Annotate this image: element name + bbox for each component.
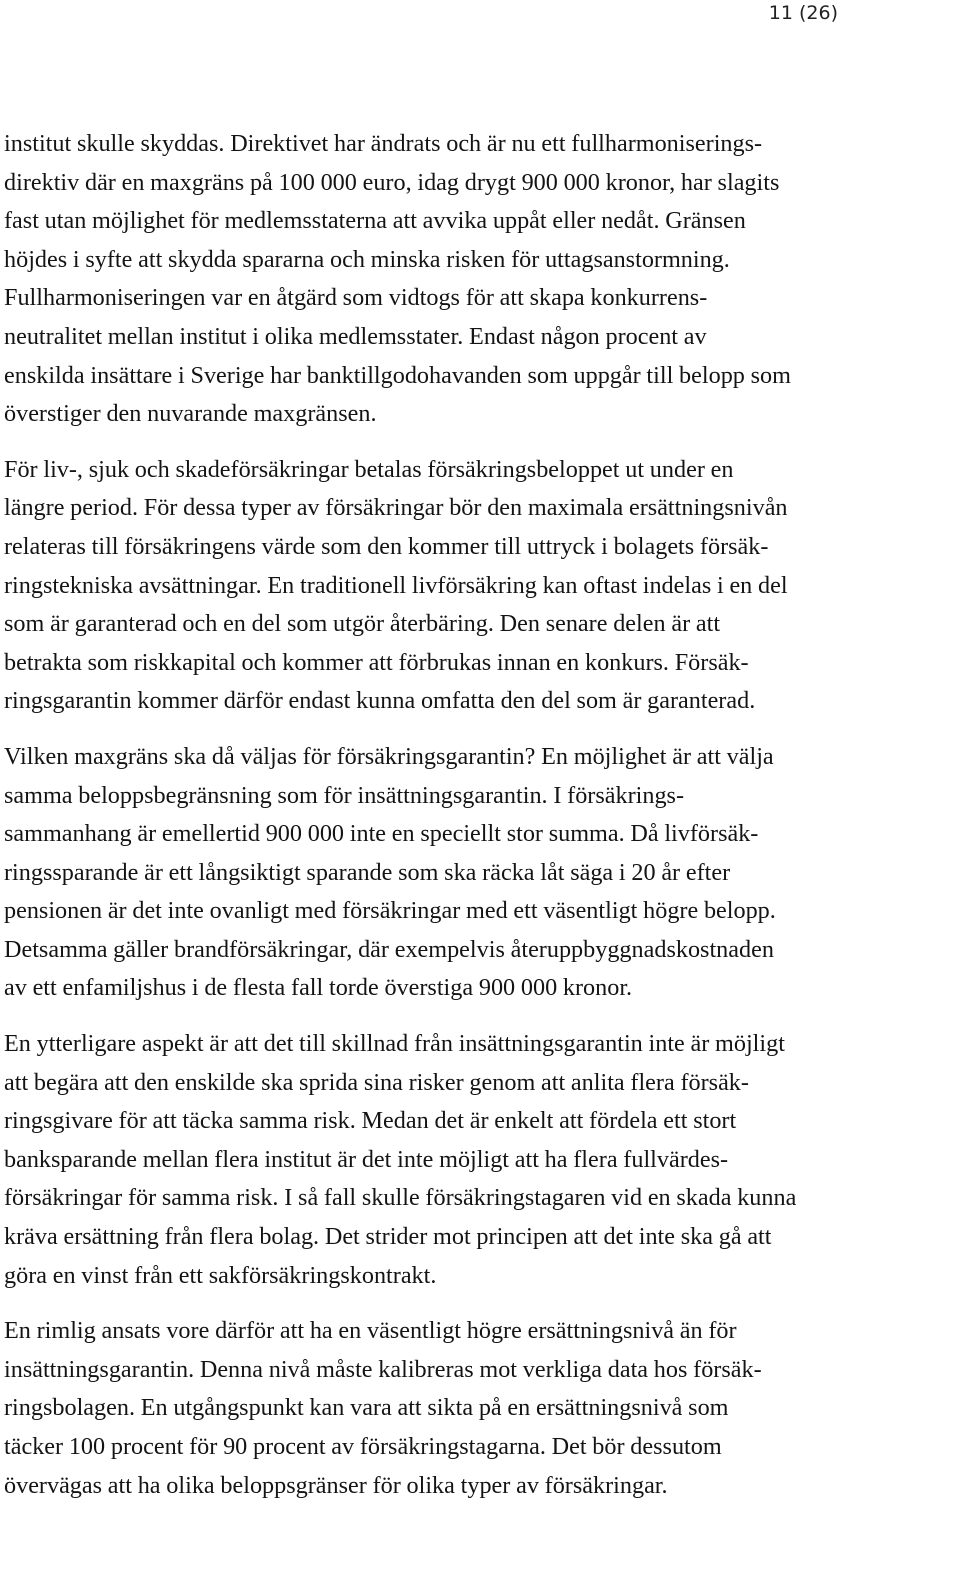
text-line: En rimlig ansats vore därför att ha en väsentligt högre ersättningsnivå än för — [4, 1317, 737, 1345]
text-line: ringssparande är ett långsiktigt sparande som ska räcka låt säga i 20 år efter — [4, 858, 731, 886]
paragraph-deposit-guarantee — [4, 125, 952, 434]
text-line: ringsgivare för att täcka samma risk. Medan det är enkelt att fördela ett stort — [4, 1107, 737, 1135]
text-line: institut skulle skyddas. Direktivet har ändrats och är nu ett fullharmoniserings- — [4, 130, 763, 157]
text-line: För liv-, sjuk och skadeförsäkringar betalas försäkringsbeloppet ut under en — [4, 455, 734, 483]
text-line: ringsgarantin kommer därför endast kunna omfatta den del som är garanterad. — [4, 687, 756, 715]
text-line: höjdes i syfte att skydda spararna och minska risken för uttagsanstormning. — [4, 245, 730, 273]
text-line: försäkringar för samma risk. I så fall skulle försäkringstagaren vid en skada kunna — [4, 1184, 797, 1212]
text-line: täcker 100 procent för 90 procent av försäkringstagarna. Det bör dessutom — [4, 1433, 722, 1460]
body-text — [4, 125, 952, 1522]
text-line: enskilda insättare i Sverige har banktillgodohavanden som uppgår till belopp som — [4, 361, 791, 389]
text-line: övervägas att ha olika beloppsgränser för olika typer av försäkringar. — [4, 1471, 668, 1499]
text-line: göra en vinst från ett sakförsäkringskontrakt. — [4, 1261, 437, 1289]
text-line: längre period. För dessa typer av försäkringar bör den maximala ersättningsnivån — [4, 494, 788, 522]
text-line: att begära att den enskilde ska sprida sina risker genom att anlita flera försäk- — [4, 1068, 749, 1096]
text-line: neutralitet mellan institut i olika medlemsstater. Endast någon procent av — [4, 322, 707, 350]
paragraph-insurance-payout — [4, 451, 952, 721]
text-line: relateras till försäkringens värde som den kommer till uttryck i bolagets försäk- — [4, 532, 769, 560]
text-line: kräva ersättning från flera bolag. Det strider mot principen att det inte ska gå att — [4, 1223, 772, 1251]
text-line: direktiv där en maxgräns på 100 000 euro, idag drygt 900 000 kronor, har slagits — [4, 168, 780, 196]
page-number: 11 (26) — [768, 2, 838, 24]
text-line: insättningsgarantin. Denna nivå måste kalibreras mot verkliga data hos försäk- — [4, 1355, 762, 1383]
text-line: betrakta som riskkapital och kommer att förbrukas innan en konkurs. Försäk- — [4, 648, 749, 676]
text-line: av ett enfamiljshus i de flesta fall torde överstiga 900 000 kronor. — [4, 974, 633, 1002]
text-line: banksparande mellan flera institut är det inte möjligt att ha flera fullvärdes- — [4, 1145, 729, 1173]
text-line: fast utan möjlighet för medlemsstaterna att avvika uppåt eller nedåt. Gränsen — [4, 207, 746, 235]
text-line: Vilken maxgräns ska då väljas för försäkringsgarantin? En möjlighet är att välja — [4, 742, 774, 770]
text-line: pensionen är det inte ovanligt med försäkringar med ett väsentligt högre belopp. — [4, 897, 776, 925]
text-line: Fullharmoniseringen var en åtgärd som vidtogs för att skapa konkurrens- — [4, 284, 708, 312]
paragraph-compensation-level — [4, 1312, 952, 1505]
paragraph-risk-spreading — [4, 1025, 952, 1295]
text-line: sammanhang är emellertid 900 000 inte en speciellt stor summa. Då livförsäk- — [4, 820, 759, 848]
text-line: Detsamma gäller brandförsäkringar, där exempelvis återuppbyggnadskostnaden — [4, 935, 774, 963]
text-line: ringstekniska avsättningar. En traditionell livförsäkring kan oftast indelas i en del — [4, 571, 788, 599]
text-line: samma beloppsbegränsning som för insättningsgarantin. I försäkrings- — [4, 781, 685, 809]
text-line: En ytterligare aspekt är att det till skillnad från insättningsgarantin inte är möjligt — [4, 1030, 785, 1058]
text-line: överstiger den nuvarande maxgränsen. — [4, 400, 377, 428]
paragraph-maximum-limit — [4, 738, 952, 1008]
text-line: ringsbolagen. En utgångspunkt kan vara att sikta på en ersättningsnivå som — [4, 1394, 729, 1422]
text-line: som är garanterad och en del som utgör återbäring. Den senare delen är att — [4, 610, 721, 638]
